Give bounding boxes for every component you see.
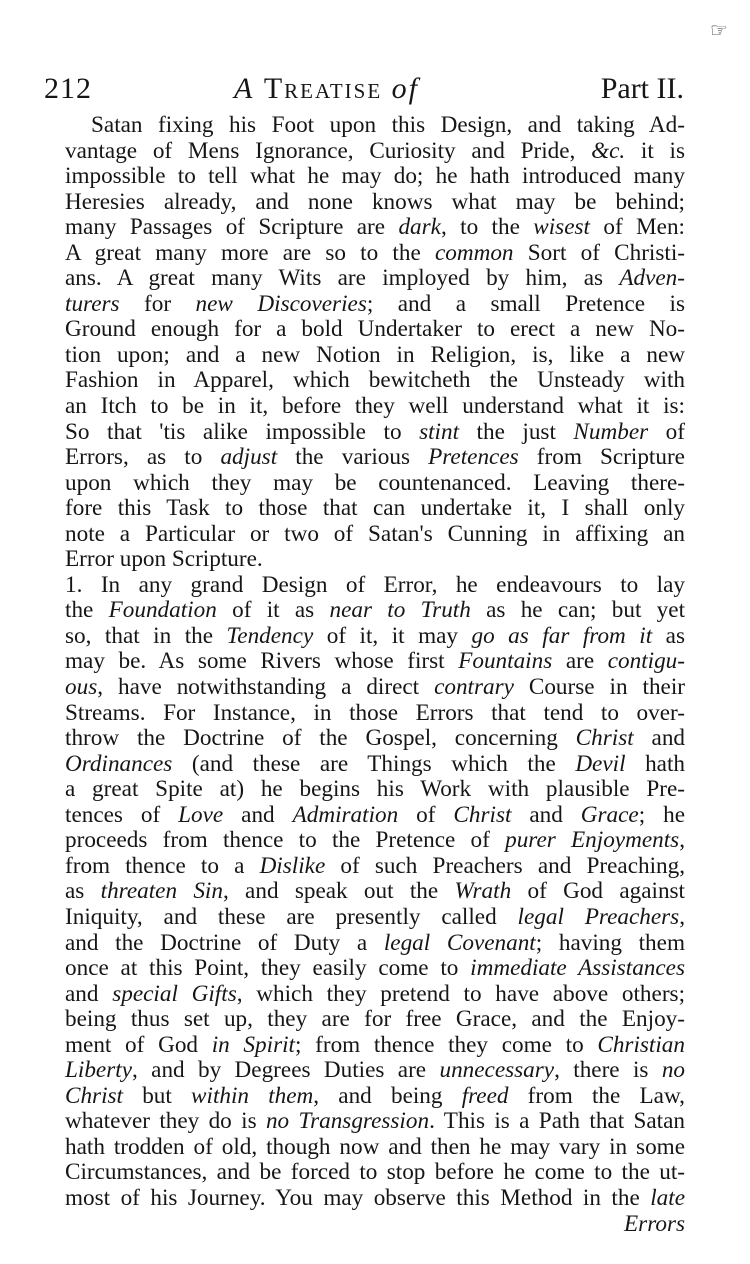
text-line: [65, 343, 685, 369]
text-line: [65, 675, 685, 701]
text-run: and: [633, 725, 686, 752]
text-line: [65, 1212, 685, 1238]
italic-text: special Gifts: [112, 980, 237, 1007]
text-line: [65, 139, 685, 165]
text-run: proceeds from thence to the Pretence of: [65, 827, 506, 854]
text-line-content: [65, 982, 685, 1008]
text-line: [65, 752, 685, 778]
text-line: [65, 905, 685, 931]
text-run: So that 'tis alike impossible to: [65, 418, 420, 445]
text-line: [65, 803, 685, 829]
text-line-content: [65, 420, 685, 446]
text-run: fore this Task to those that can undertake it, I shall only: [65, 495, 685, 522]
text-run: and the Doctrine of Duty a: [65, 929, 384, 956]
text-line-content: [65, 905, 685, 931]
italic-text: wisest: [533, 214, 590, 241]
text-run: of it as: [216, 597, 330, 624]
text-line-content: [65, 241, 685, 267]
text-line-content: [65, 368, 685, 394]
text-line: [65, 292, 685, 318]
text-line: [65, 317, 685, 343]
text-line-content: [65, 471, 685, 497]
text-run: of God against: [511, 878, 686, 905]
text-line: [65, 982, 685, 1008]
text-run: ; having them: [535, 929, 685, 956]
text-line-content: [65, 139, 685, 165]
text-run: , and by Degrees Duties are: [131, 1057, 440, 1084]
text-run: , there is: [554, 1057, 662, 1084]
italic-text: Tendency: [226, 622, 314, 649]
italic-text: Love: [178, 801, 224, 828]
text-line-content: [65, 1135, 685, 1161]
text-run: Errors, as to: [65, 444, 221, 471]
text-line: [65, 1084, 685, 1110]
italic-text: immediate Assistances: [470, 955, 685, 982]
text-run: , and speak out the: [222, 878, 455, 905]
running-title-initial: A: [234, 72, 255, 105]
text-line: [65, 573, 685, 599]
italic-text: contrary: [434, 674, 514, 701]
text-run: from thence to a: [65, 852, 260, 879]
text-line: [65, 649, 685, 675]
text-run: from the Law,: [508, 1082, 685, 1109]
text-line-content: [65, 1007, 685, 1033]
text-run: and: [511, 801, 581, 828]
text-run: ; he: [638, 801, 685, 828]
italic-text: no: [661, 1057, 685, 1084]
text-run: of: [398, 801, 454, 828]
text-run: tences of: [65, 801, 179, 828]
text-line: [65, 777, 685, 803]
text-line-content: [65, 164, 685, 190]
italic-text: ous: [65, 674, 98, 701]
text-line-content: [65, 598, 685, 624]
text-run: and: [223, 801, 293, 828]
text-line: [65, 164, 685, 190]
text-run: may be. As some Rivers whose first: [65, 648, 459, 675]
text-run: are: [552, 648, 608, 675]
text-run: , to the: [440, 214, 534, 241]
text-line-content: [65, 317, 685, 343]
text-line-content: [65, 777, 685, 803]
text-run: a great Spite at) he begins his Work with plausible Pre-: [65, 776, 685, 803]
text-run: Sort of Christi-: [513, 239, 685, 266]
text-run: many Passages of Scripture are: [65, 214, 399, 241]
text-run: but: [123, 1082, 192, 1109]
text-run: , which they pretend to have above others;: [236, 980, 686, 1007]
italic-text: Christian: [597, 1031, 685, 1058]
italic-text: purer Enjoyments: [505, 827, 680, 854]
text-line-content: [65, 1212, 685, 1238]
text-run: ; from thence they come to: [294, 1031, 598, 1058]
italic-text: legal Preachers: [517, 903, 680, 930]
text-line-content: [65, 190, 685, 216]
text-line-content: [65, 445, 685, 471]
italic-text: Ordinances: [65, 750, 173, 777]
text-line: [65, 1135, 685, 1161]
italic-text: Foundation: [108, 597, 217, 624]
text-line: [65, 1007, 685, 1033]
italic-text: Dislike: [259, 852, 326, 879]
italic-text: contigu-: [607, 648, 685, 675]
text-line-content: [65, 956, 685, 982]
text-run: so, that in the: [65, 622, 227, 649]
text-line: [65, 726, 685, 752]
text-line-content: [65, 701, 685, 727]
part-label: Part II.: [600, 72, 684, 105]
text-run: Error upon Scripture.: [65, 546, 263, 573]
text-run: as: [65, 878, 101, 905]
text-line: [65, 394, 685, 420]
text-run: of it, it may: [313, 622, 472, 649]
text-run: impossible to tell what he may do; he hath introduced many: [65, 163, 685, 190]
text-line-content: [65, 752, 685, 778]
italic-text: go as far from it: [471, 622, 653, 649]
text-run: as he can; but yet: [470, 597, 686, 624]
italic-text: Liberty: [65, 1057, 132, 1084]
text-run: Course in their: [513, 674, 685, 701]
text-run: an Itch to be in it, before they well understand what it is:: [65, 393, 685, 420]
italic-text: Christ: [453, 801, 512, 828]
text-line: [65, 854, 685, 880]
text-line-content: [65, 1058, 685, 1084]
italic-text: adjust: [220, 444, 278, 471]
text-run: Streams. For Instance, in those Errors that tend to over-: [65, 699, 685, 726]
text-line: [65, 420, 685, 446]
text-line: [65, 1033, 685, 1059]
text-line: [65, 956, 685, 982]
text-run: , have notwithstanding a direct: [97, 674, 435, 701]
italic-text: common: [434, 239, 514, 266]
text-run: Iniquity, and these are presently called: [65, 903, 518, 930]
text-run: hath: [625, 750, 685, 777]
italic-text: late: [650, 1184, 685, 1211]
text-run: the various: [277, 444, 429, 471]
text-line: [65, 190, 685, 216]
italic-text: new Discoveries: [195, 290, 367, 317]
italic-text: threaten Sin: [100, 878, 223, 905]
text-line: [65, 598, 685, 624]
text-line: [65, 522, 685, 548]
text-line: [65, 266, 685, 292]
italic-text: freed: [461, 1082, 509, 1109]
text-line: [65, 624, 685, 650]
page-number: 212: [44, 72, 92, 105]
italic-text: Pretences: [428, 444, 519, 471]
text-line: [65, 828, 685, 854]
text-line: [65, 1109, 685, 1135]
text-line-content: [65, 931, 685, 957]
italic-text: &c.: [591, 137, 626, 164]
text-run: once at this Point, they easily come to: [65, 955, 471, 982]
running-head: [44, 72, 684, 112]
text-line: [65, 496, 685, 522]
text-line: [65, 879, 685, 905]
running-title-caps: Treatise: [263, 72, 383, 105]
text-run: most of his Journey. You may observe this Method in the: [65, 1184, 651, 1211]
text-line: [65, 471, 685, 497]
text-run: upon which they may be countenanced. Leaving there-: [65, 469, 685, 496]
text-run: of: [648, 418, 685, 445]
text-run: vantage of Mens Ignorance, Curiosity and Pride,: [65, 137, 592, 164]
text-line-content: [65, 726, 685, 752]
text-line: [65, 215, 685, 241]
text-run: it is: [625, 137, 685, 164]
text-line-content: [65, 1186, 685, 1212]
text-run: of Men:: [589, 214, 685, 241]
body-text: [65, 113, 685, 1237]
italic-text: Fountains: [458, 648, 553, 675]
text-line-content: [65, 1109, 685, 1135]
text-line: [65, 1186, 685, 1212]
italic-text: dark: [398, 214, 441, 241]
italic-text: in Spirit: [211, 1031, 295, 1058]
text-run: hath trodden of old, though now and then he may vary in some: [65, 1133, 685, 1160]
text-line-content: [65, 547, 685, 573]
text-run: from Scripture: [518, 444, 685, 471]
text-line: [65, 113, 685, 139]
text-run: (and these are Things which the: [172, 750, 576, 777]
text-line-content: [65, 803, 685, 829]
text-run: ans. A great many Wits are imployed by him, as: [65, 265, 620, 292]
text-line-content: [65, 1033, 685, 1059]
italic-text: Grace: [580, 801, 639, 828]
text-line-content: [65, 1084, 685, 1110]
text-run: ,: [679, 903, 685, 930]
text-run: 1. In any grand Design of Error, he endeavours to lay: [65, 571, 685, 598]
text-run: . This is a Path that Satan: [429, 1108, 686, 1135]
text-run: whatever they do is: [65, 1108, 266, 1135]
text-run: being thus set up, they are for free Grace, and the Enjoy-: [65, 1006, 685, 1033]
text-line: [65, 701, 685, 727]
text-run: of such Preachers and Preaching,: [325, 852, 685, 879]
text-run: Ground enough for a bold Undertaker to erect a new No-: [65, 316, 685, 343]
italic-text: near to Truth: [329, 597, 471, 624]
text-line-content: [65, 624, 685, 650]
text-run: note a Particular or two of Satan's Cunning in affixing an: [65, 520, 685, 547]
italic-text: Christ: [575, 725, 634, 752]
text-run: throw the Doctrine of the Gospel, concerning: [65, 725, 576, 752]
text-line: [65, 445, 685, 471]
text-line: [65, 241, 685, 267]
text-line-content: [65, 343, 685, 369]
text-run: and: [65, 980, 113, 1007]
text-run: ,: [679, 827, 685, 854]
corner-pointing-hand-mark: ☞: [710, 20, 728, 42]
italic-text: legal Covenant: [383, 929, 536, 956]
text-line-content: [65, 828, 685, 854]
text-run: ment of God: [65, 1031, 212, 1058]
text-run: the: [65, 597, 109, 624]
italic-text: turers: [65, 290, 120, 317]
italic-text: Devil: [575, 750, 626, 777]
text-run: for: [119, 290, 196, 317]
italic-text: Number: [573, 418, 649, 445]
italic-text: stint: [419, 418, 460, 445]
text-run: tion upon; and a new Notion in Religion, is, like a new: [65, 341, 685, 368]
text-line-content: [65, 649, 685, 675]
text-line: [65, 547, 685, 573]
italic-text: Christ: [65, 1082, 123, 1109]
italic-text: Wrath: [454, 878, 512, 905]
text-line-content: [65, 854, 685, 880]
text-line-content: [65, 879, 685, 905]
text-run: Heresies already, and none knows what may be behind;: [65, 188, 685, 215]
text-line: [65, 931, 685, 957]
text-run: ; and a small Pretence is: [366, 290, 685, 317]
text-line-content: [65, 573, 685, 599]
text-line-content: [65, 522, 685, 548]
italic-text: Admiration: [292, 801, 399, 828]
running-title: [234, 72, 419, 106]
text-line-content: [65, 292, 685, 318]
text-run: the just: [459, 418, 574, 445]
text-run: as: [652, 622, 685, 649]
italic-text: Errors: [624, 1210, 685, 1237]
text-line-content: [65, 496, 685, 522]
text-line-content: [65, 266, 685, 292]
text-line-content: [65, 215, 685, 241]
text-run: Satan fixing his Foot upon this Design, and taking Ad-: [91, 112, 685, 138]
italic-text: within them: [191, 1082, 314, 1109]
text-line-content: [65, 675, 685, 701]
italic-text: Adven-: [619, 265, 685, 292]
text-line-content: [91, 113, 685, 139]
text-line: [65, 1160, 685, 1186]
italic-text: no Transgression: [265, 1108, 430, 1135]
text-run: A great many more are so to the: [65, 239, 435, 266]
italic-text: unnecessary: [439, 1057, 555, 1084]
text-run: Circumstances, and be forced to stop before he come to the ut-: [65, 1159, 685, 1186]
text-line: [65, 1058, 685, 1084]
text-line-content: [65, 394, 685, 420]
text-line-content: [65, 1160, 685, 1186]
running-title-end: of: [391, 72, 419, 105]
text-line: [65, 368, 685, 394]
text-run: , and being: [313, 1082, 462, 1109]
text-run: Fashion in Apparel, which bewitcheth the Unsteady with: [65, 367, 685, 394]
